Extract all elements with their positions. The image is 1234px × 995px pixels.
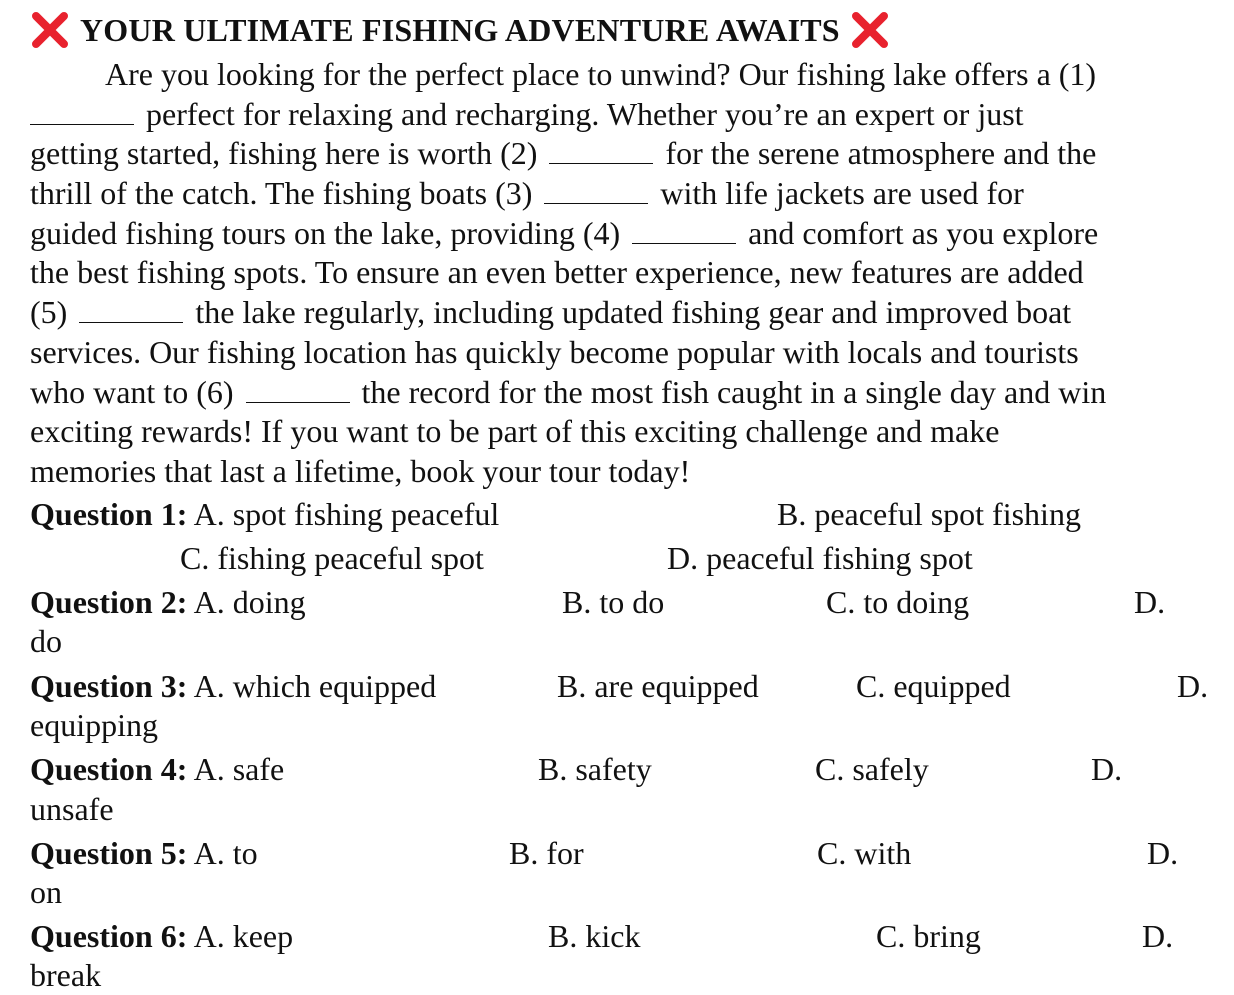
option-a[interactable]: A. doing — [193, 584, 306, 620]
red-cross-icon — [850, 10, 890, 50]
option-b[interactable]: B. safety — [538, 751, 652, 787]
question-5-row — [30, 833, 258, 873]
option-d[interactable]: D. peaceful fishing spot — [667, 540, 973, 576]
option-a[interactable]: A. to — [193, 835, 258, 871]
passage-line — [30, 134, 1220, 174]
option-a[interactable]: A. safe — [193, 751, 285, 787]
passage-text: thrill of the catch. The fishing boats (3) — [30, 175, 533, 212]
option-b[interactable]: B. for — [509, 835, 584, 871]
option-d-word[interactable]: on — [30, 874, 62, 910]
option-d-letter[interactable]: D. — [1091, 751, 1123, 787]
option-d-word[interactable]: unsafe — [30, 791, 114, 827]
passage-line — [30, 174, 1220, 214]
blank-1 — [30, 123, 134, 125]
option-c[interactable]: C. with — [817, 835, 912, 871]
option-d-word[interactable]: break — [30, 957, 102, 993]
option-d-letter[interactable]: D. — [1147, 835, 1179, 871]
passage-text: the record for the most fish caught in a single day and win — [361, 373, 1107, 410]
blank-3 — [544, 202, 648, 204]
passage-text: (5) — [30, 294, 68, 331]
option-a[interactable]: A. spot fishing peaceful — [193, 496, 500, 532]
question-6-row — [30, 916, 293, 956]
question-2-row — [30, 582, 306, 622]
passage-text: for the serene atmosphere and the — [665, 135, 1097, 172]
question-4-row — [30, 749, 284, 789]
question-1-row-1 — [30, 494, 499, 534]
passage-line — [30, 253, 1220, 293]
passage-text: and comfort as you explore — [748, 214, 1099, 251]
passage-line — [30, 214, 1220, 254]
passage-line — [30, 333, 1220, 373]
blank-6 — [246, 401, 350, 403]
option-a[interactable]: A. which equipped — [193, 668, 437, 704]
option-d-word[interactable]: equipping — [30, 707, 158, 743]
question-label: Question 6: — [30, 918, 188, 954]
red-cross-icon — [30, 10, 70, 50]
option-a[interactable]: A. keep — [193, 918, 294, 954]
question-label: Question 1: — [30, 496, 188, 532]
passage-text: perfect for relaxing and recharging. Whether you’re an expert or just — [146, 95, 1024, 132]
option-c[interactable]: C. fishing peaceful spot — [180, 540, 484, 576]
question-3-row — [30, 666, 436, 706]
passage-text: who want to (6) — [30, 373, 234, 410]
passage-line — [30, 452, 1220, 492]
passage-text: the lake regularly, including updated fishing gear and improved boat — [195, 294, 1072, 331]
passage-line — [30, 373, 1220, 413]
question-label: Question 5: — [30, 835, 188, 871]
option-c[interactable]: C. safely — [815, 751, 929, 787]
passage-text: exciting rewards! If you want to be part of this exciting challenge and make — [30, 413, 1000, 450]
option-d-word[interactable]: do — [30, 623, 62, 659]
passage-text: guided fishing tours on the lake, providing (4) — [30, 214, 621, 251]
blank-4 — [632, 242, 736, 244]
question-label: Question 3: — [30, 668, 188, 704]
passage-line — [30, 412, 1220, 452]
passage-text: Are you looking for the perfect place to unwind? Our fishing lake offers a (1) — [105, 56, 1097, 92]
option-b[interactable]: B. to do — [562, 584, 665, 620]
question-label: Question 4: — [30, 751, 188, 787]
option-c[interactable]: C. equipped — [856, 668, 1011, 704]
option-b[interactable]: B. are equipped — [557, 668, 759, 704]
passage-text: with life jackets are used for — [660, 175, 1024, 212]
passage-line — [30, 55, 1220, 95]
reading-passage — [30, 55, 1220, 492]
option-b[interactable]: B. peaceful spot fishing — [777, 496, 1081, 532]
title-bar — [30, 8, 890, 52]
question-label: Question 2: — [30, 584, 188, 620]
passage-line — [30, 293, 1220, 333]
option-c[interactable]: C. to doing — [826, 584, 970, 620]
passage-line — [30, 95, 1220, 135]
passage-text: memories that last a lifetime, book your tour today! — [30, 452, 691, 489]
blank-5 — [79, 321, 183, 323]
page-title: YOUR ULTIMATE FISHING ADVENTURE AWAITS — [80, 11, 840, 48]
option-d-letter[interactable]: D. — [1142, 918, 1174, 954]
passage-text: the best fishing spots. To ensure an even better experience, new features are added — [30, 254, 1084, 291]
blank-2 — [549, 162, 653, 164]
passage-text: getting started, fishing here is worth (2) — [30, 135, 538, 172]
option-c[interactable]: C. bring — [876, 918, 981, 954]
option-d-letter[interactable]: D. — [1134, 584, 1166, 620]
option-d-letter[interactable]: D. — [1177, 668, 1209, 704]
passage-text: services. Our fishing location has quickly become popular with locals and tourists — [30, 333, 1079, 370]
option-b[interactable]: B. kick — [548, 918, 641, 954]
